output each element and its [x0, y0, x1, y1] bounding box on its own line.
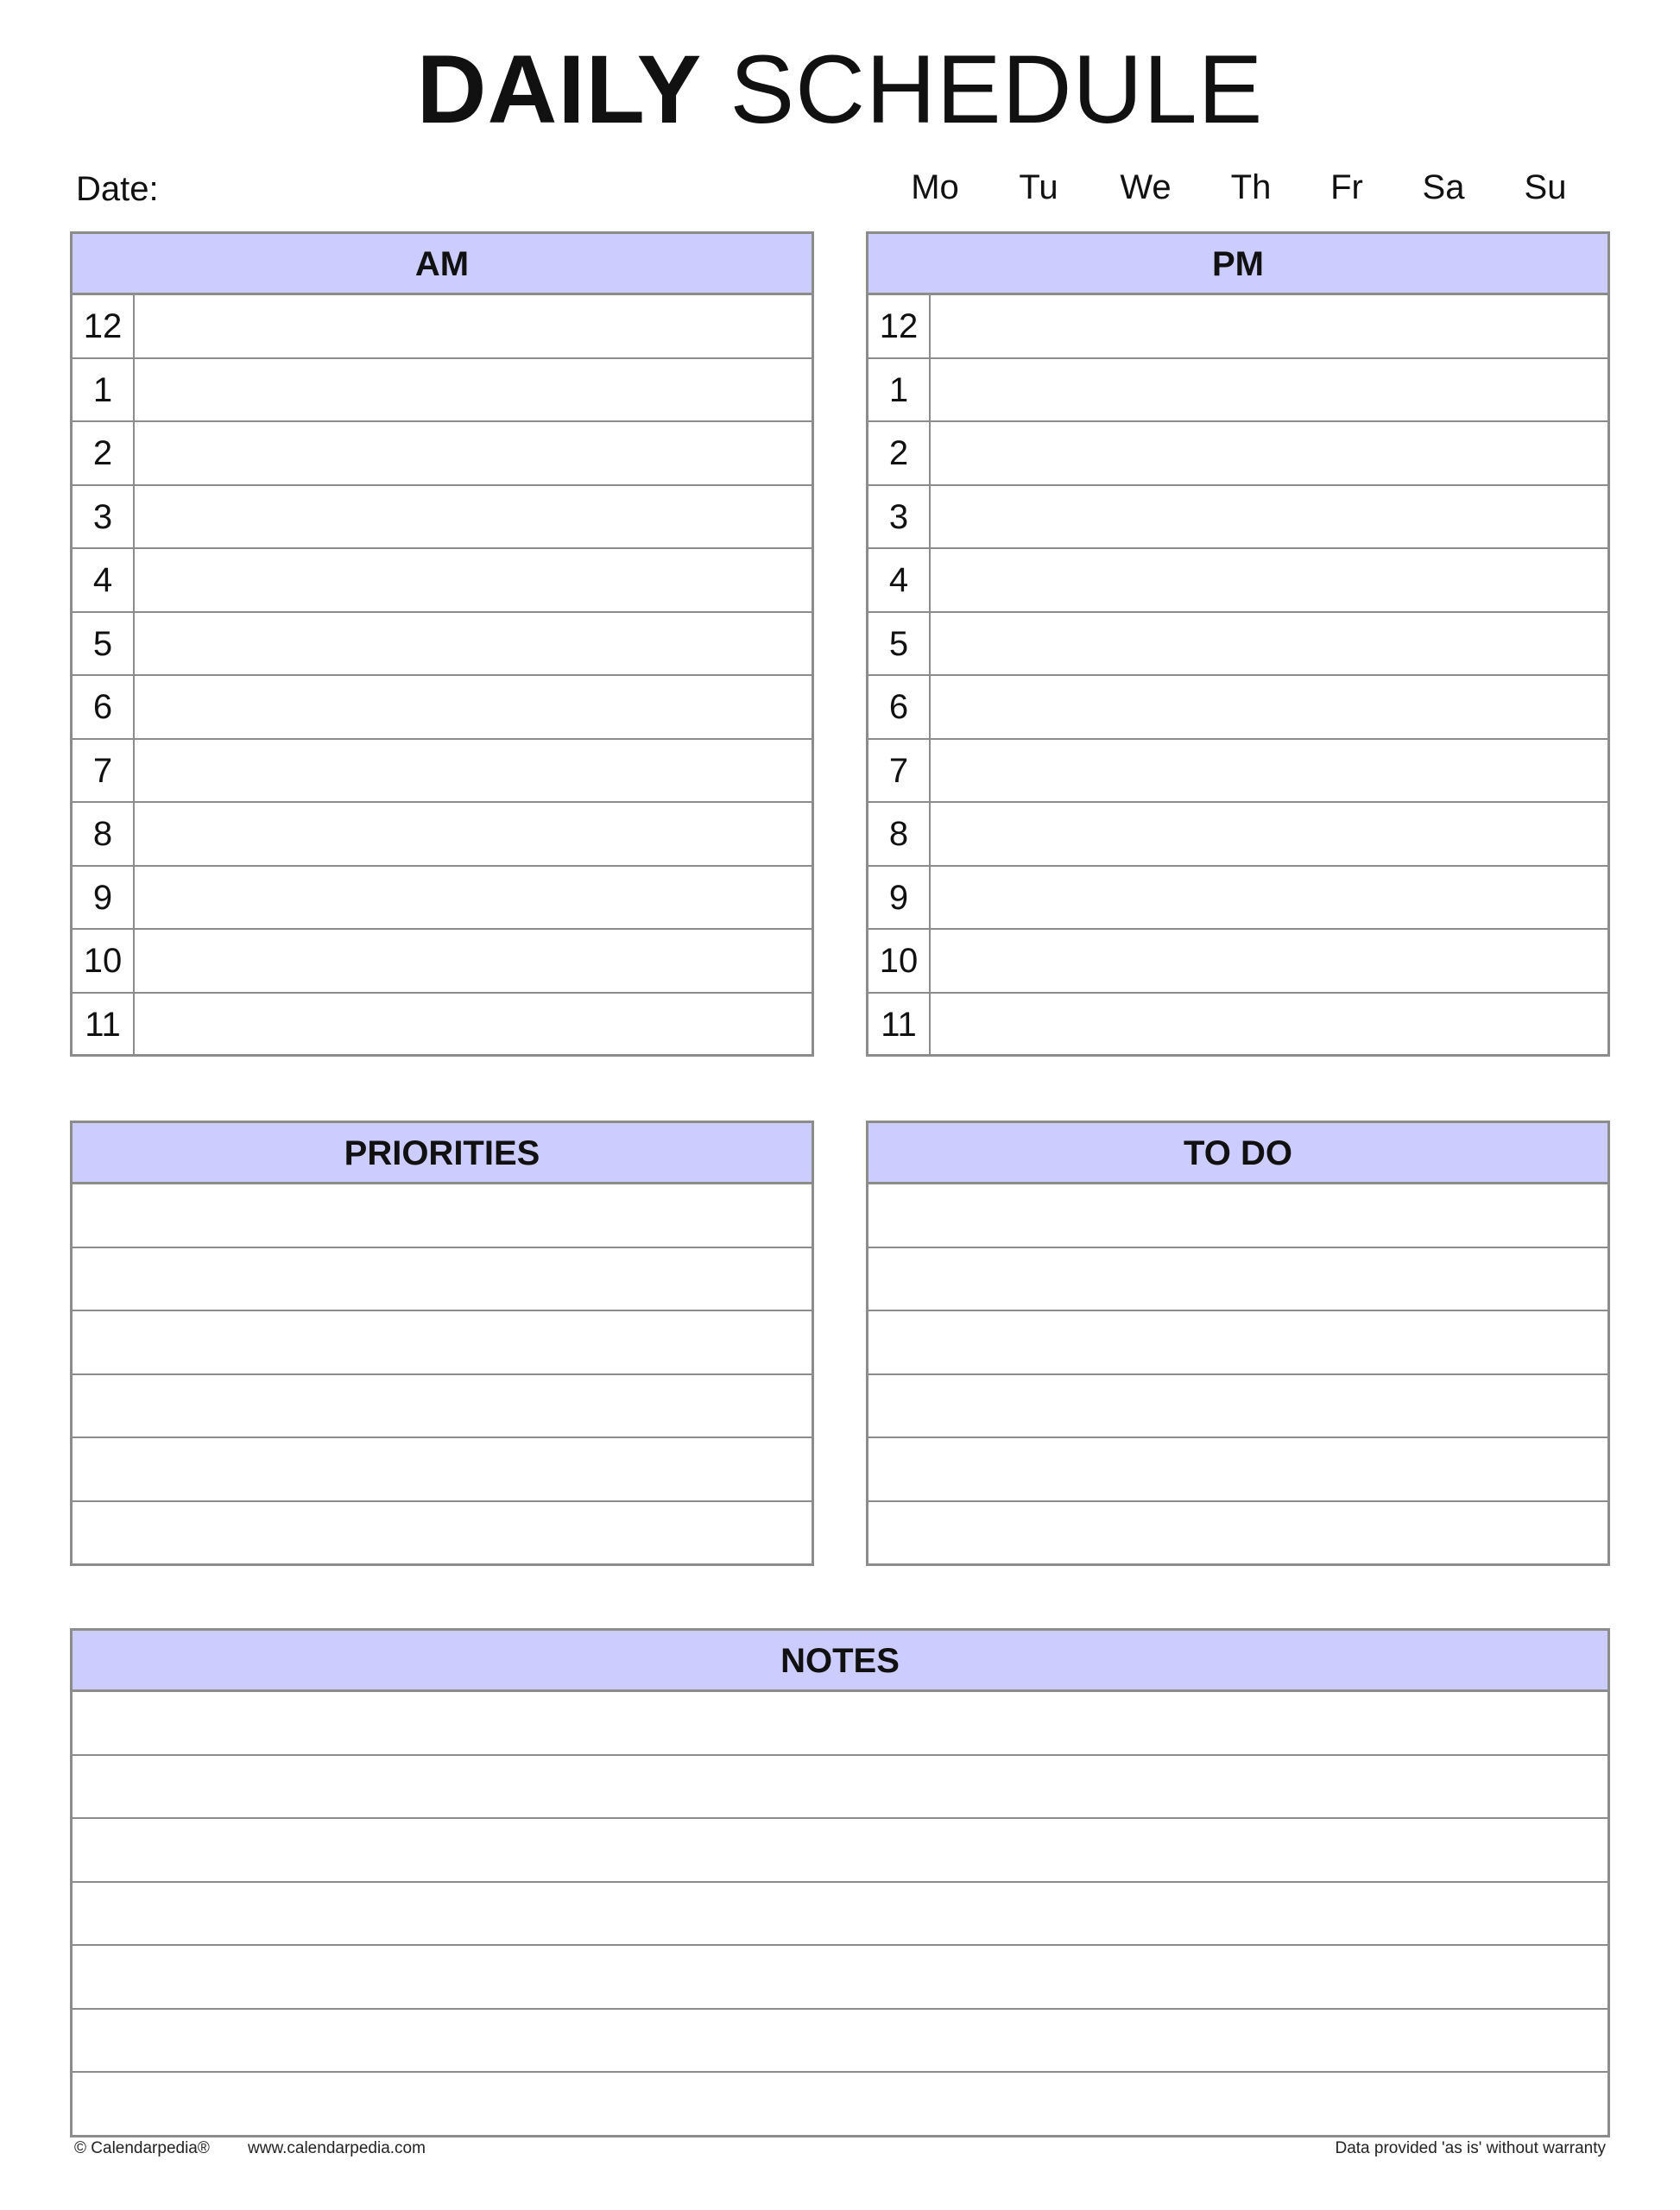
pm-row[interactable] [868, 930, 1607, 994]
time-slot[interactable] [135, 295, 812, 357]
hour-label: 3 [73, 486, 135, 548]
hour-label: 8 [73, 803, 135, 865]
time-slot[interactable] [931, 867, 1607, 929]
time-slot[interactable] [135, 486, 812, 548]
pm-row[interactable] [868, 486, 1607, 550]
am-row[interactable] [73, 994, 812, 1058]
time-slot[interactable] [135, 930, 812, 992]
hour-label: 4 [868, 549, 931, 611]
hour-label: 6 [73, 676, 135, 738]
weekday-selector [882, 166, 1618, 209]
notes-line[interactable] [73, 2073, 1607, 2137]
am-row[interactable] [73, 422, 812, 486]
hour-label: 5 [73, 613, 135, 675]
time-slot[interactable] [135, 549, 812, 611]
weekday-fr[interactable]: Fr [1330, 168, 1363, 206]
time-slot[interactable] [931, 549, 1607, 611]
pm-row[interactable] [868, 803, 1607, 867]
am-row[interactable] [73, 613, 812, 677]
time-slot[interactable] [135, 676, 812, 738]
hour-label: 3 [868, 486, 931, 548]
hour-label: 1 [868, 359, 931, 421]
time-slot[interactable] [931, 295, 1607, 357]
footer-disclaimer: Data provided 'as is' without warranty [1335, 2139, 1606, 2157]
hour-label: 11 [73, 994, 135, 1058]
notes-line[interactable] [73, 1756, 1607, 1820]
todo-rows [868, 1184, 1607, 1565]
hour-label: 5 [868, 613, 931, 675]
weekday-tu[interactable]: Tu [1019, 168, 1058, 206]
pm-row[interactable] [868, 422, 1607, 486]
hour-label: 4 [73, 549, 135, 611]
todo-line[interactable] [868, 1184, 1607, 1248]
pm-row[interactable] [868, 994, 1607, 1058]
weekday-sa[interactable]: Sa [1422, 168, 1465, 206]
time-slot[interactable] [931, 930, 1607, 992]
hour-label: 2 [73, 422, 135, 484]
todo-line[interactable] [868, 1311, 1607, 1375]
todo-section [866, 1121, 1610, 1566]
hour-label: 7 [868, 740, 931, 802]
am-row[interactable] [73, 486, 812, 550]
am-row[interactable] [73, 549, 812, 613]
time-slot[interactable] [135, 740, 812, 802]
todo-line[interactable] [868, 1248, 1607, 1312]
priority-line[interactable] [73, 1375, 812, 1439]
notes-header: NOTES [73, 1631, 1607, 1692]
time-slot[interactable] [135, 613, 812, 675]
priority-line[interactable] [73, 1438, 812, 1502]
hour-label: 10 [868, 930, 931, 992]
priority-line[interactable] [73, 1248, 812, 1312]
hour-label: 7 [73, 740, 135, 802]
time-slot[interactable] [135, 803, 812, 865]
priority-line[interactable] [73, 1184, 812, 1248]
time-slot[interactable] [931, 422, 1607, 484]
time-slot[interactable] [931, 359, 1607, 421]
hour-label: 10 [73, 930, 135, 992]
notes-line[interactable] [73, 2010, 1607, 2074]
weekday-we[interactable]: We [1120, 168, 1172, 206]
date-label: Date: [76, 170, 159, 208]
pm-row[interactable] [868, 613, 1607, 677]
todo-line[interactable] [868, 1375, 1607, 1439]
todo-line[interactable] [868, 1502, 1607, 1566]
hour-label: 1 [73, 359, 135, 421]
time-slot[interactable] [135, 422, 812, 484]
notes-section [70, 1628, 1610, 2137]
time-slot[interactable] [135, 994, 812, 1058]
todo-header: TO DO [868, 1123, 1607, 1184]
title-regular: SCHEDULE [729, 35, 1264, 143]
pm-row[interactable] [868, 676, 1607, 740]
pm-row[interactable] [868, 740, 1607, 804]
time-slot[interactable] [931, 676, 1607, 738]
weekday-th[interactable]: Th [1230, 168, 1272, 206]
footer-copyright: © Calendarpedia® [74, 2139, 210, 2157]
pm-rows [868, 295, 1607, 1057]
priorities-rows [73, 1184, 812, 1565]
notes-line[interactable] [73, 1692, 1607, 1756]
priorities-section [70, 1121, 814, 1566]
notes-line[interactable] [73, 1819, 1607, 1883]
todo-line[interactable] [868, 1438, 1607, 1502]
time-slot[interactable] [931, 613, 1607, 675]
time-slot[interactable] [135, 867, 812, 929]
hour-label: 6 [868, 676, 931, 738]
time-slot[interactable] [931, 803, 1607, 865]
pm-row[interactable] [868, 295, 1607, 359]
time-slot[interactable] [931, 994, 1607, 1058]
am-rows [73, 295, 812, 1057]
time-slot[interactable] [135, 359, 812, 421]
priorities-header: PRIORITIES [73, 1123, 812, 1184]
am-row[interactable] [73, 676, 812, 740]
weekday-su[interactable]: Su [1524, 168, 1567, 206]
title-bold: DAILY [416, 35, 703, 143]
footer-website[interactable]: www.calendarpedia.com [248, 2139, 426, 2157]
pm-schedule [866, 231, 1610, 1057]
pm-row[interactable] [868, 549, 1607, 613]
priority-line[interactable] [73, 1311, 812, 1375]
am-schedule [70, 231, 814, 1057]
am-row[interactable] [73, 359, 812, 423]
am-row[interactable] [73, 740, 812, 804]
am-row[interactable] [73, 295, 812, 359]
hour-label: 12 [868, 295, 931, 357]
notes-line[interactable] [73, 1946, 1607, 2010]
weekday-mo[interactable]: Mo [911, 168, 959, 206]
hour-label: 12 [73, 295, 135, 357]
hour-label: 2 [868, 422, 931, 484]
pm-header: PM [868, 234, 1607, 295]
am-row[interactable] [73, 930, 812, 994]
hour-label: 8 [868, 803, 931, 865]
notes-rows [73, 1692, 1607, 2137]
am-header: AM [73, 234, 812, 295]
pm-row[interactable] [868, 359, 1607, 423]
am-row[interactable] [73, 867, 812, 931]
hour-label: 9 [73, 867, 135, 929]
pm-row[interactable] [868, 867, 1607, 931]
notes-line[interactable] [73, 1883, 1607, 1947]
hour-label: 11 [868, 994, 931, 1058]
hour-label: 9 [868, 867, 931, 929]
page-title [0, 36, 1680, 143]
priority-line[interactable] [73, 1502, 812, 1566]
time-slot[interactable] [931, 486, 1607, 548]
am-row[interactable] [73, 803, 812, 867]
time-slot[interactable] [931, 740, 1607, 802]
